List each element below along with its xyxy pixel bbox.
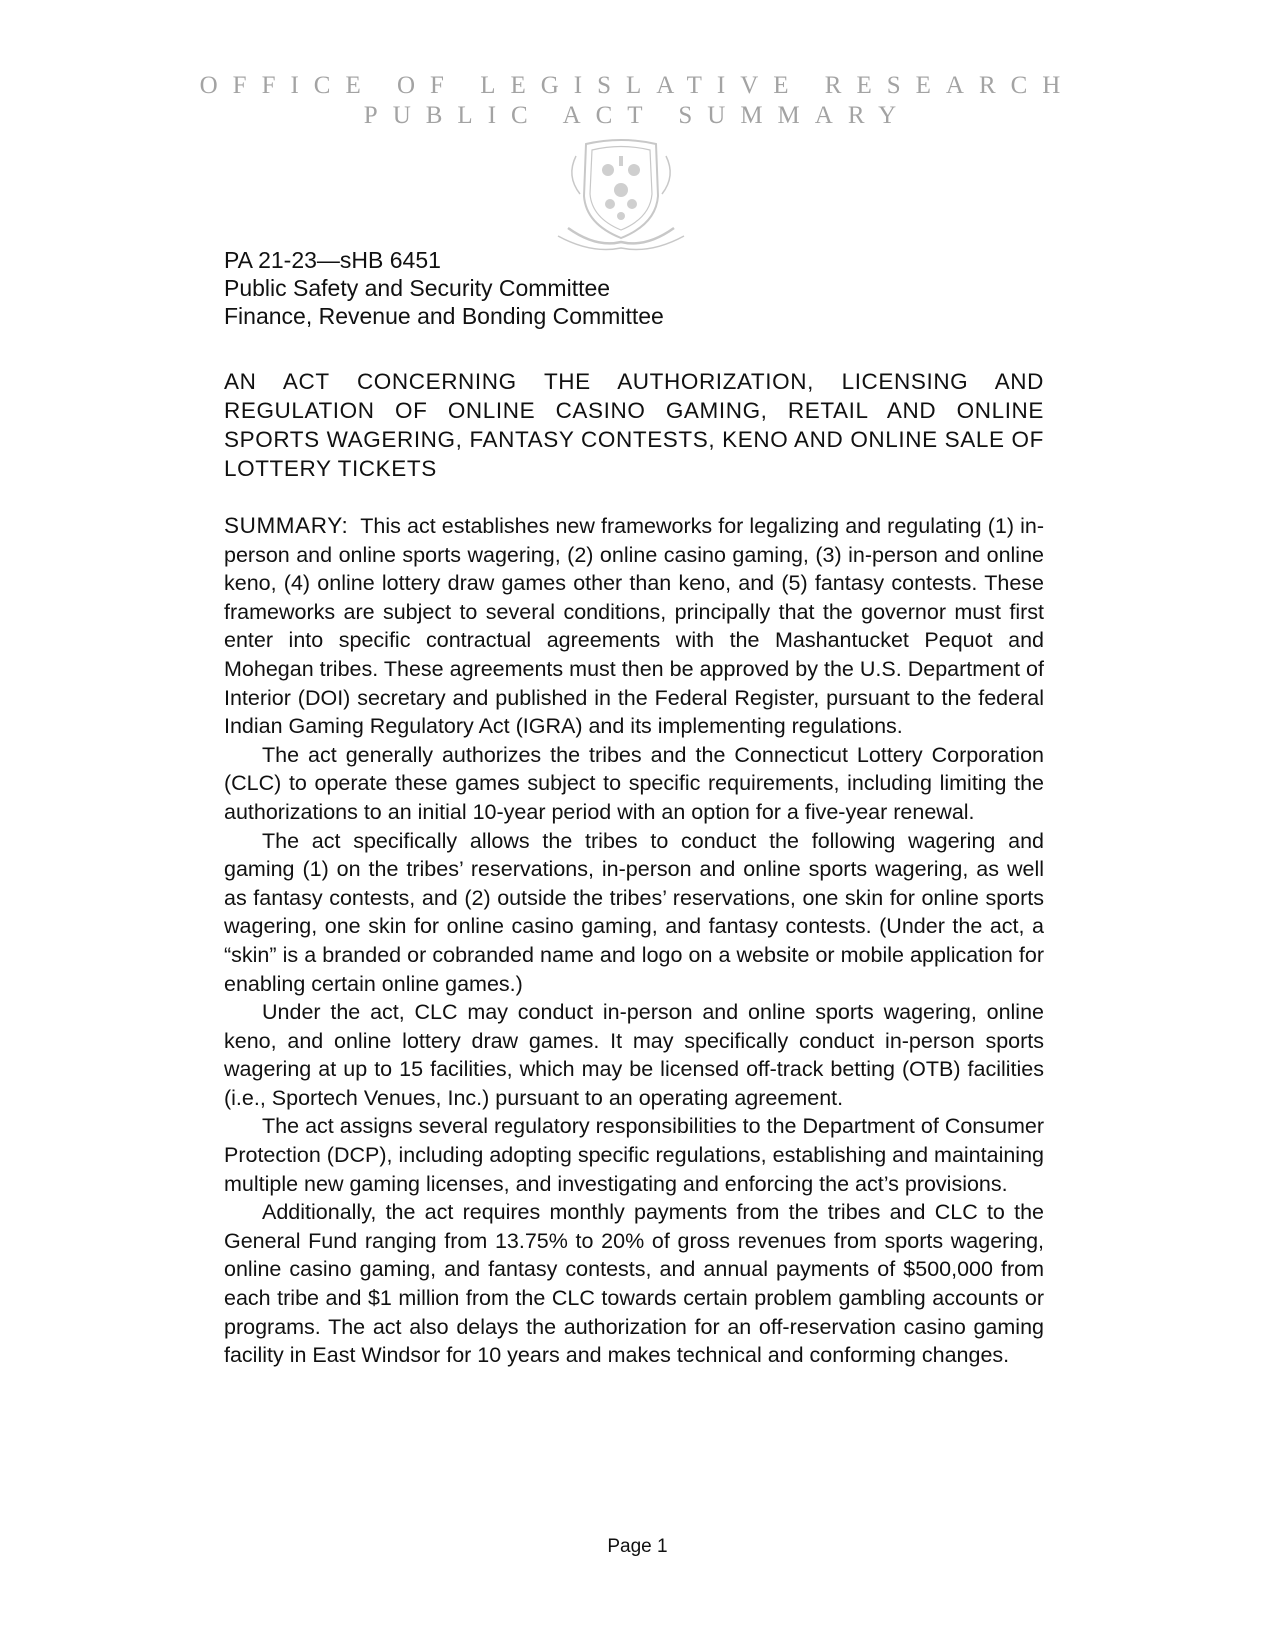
act-title: AN ACT CONCERNING THE AUTHORIZATION, LICENSING AND REGULATION OF ONLINE CASINO GAMING, RETAIL AND ONLINE SPORTS WAGERING, FANTASY CONTESTS, KENO AND ONLINE SALE OF LOTTERY TICKETS (224, 369, 1044, 481)
summary-label: SUMMARY: (224, 513, 349, 538)
committee-2: Finance, Revenue and Bonding Committee (224, 303, 664, 329)
state-seal-icon (546, 136, 696, 254)
summary-section (224, 512, 1044, 1370)
committee-1: Public Safety and Security Committee (224, 275, 611, 301)
page-number: Page 1 (607, 1536, 668, 1557)
summary-paragraph-text: This act establishes new frameworks for legalizing and regulating (1) in-person and online sports wagering, (2) online casino gaming, (3) in-person and online keno, (4) online lottery draw games other than keno, and (5) fantasy contests. These frameworks are subject to several conditions, principally that the governor must first enter into specific contractual agreements with the Mashantucket Pequot and Mohegan tribes. These agreements must then be approved by the U.S. Department of Interior (DOI) secretary and published in the Federal Register, pursuant to the federal Indian Gaming Regulatory Act (IGRA) and its implementing regulations. (224, 514, 1045, 739)
document-type-heading: PUBLIC ACT SUMMARY (363, 102, 912, 129)
summary-paragraph: The act generally authorizes the tribes and the Connecticut Lottery Corporation (CLC) to operate these games subject to specific requirements, including limiting the authorizations to an initial 10-year period with an option for a five-year renewal. (224, 742, 1044, 824)
act-meta (224, 246, 1044, 330)
office-heading: OFFICE OF LEGISLATIVE RESEARCH (199, 72, 1076, 99)
summary-paragraph: Additionally, the act requires monthly payments from the tribes and CLC to the General Fund ranging from 13.75% to 20% of gross revenues from sports wagering, online casino gaming, and fantasy contests, and annual payments of $500,000 from each tribe and $1 million from the CLC towards certain problem gambling accounts or programs. The act also delays the authorization for an off-reservation casino gaming facility in East Windsor for 10 years and makes technical and conforming changes. (224, 1200, 1044, 1368)
summary-paragraph: The act specifically allows the tribes to conduct the following wagering and gaming (1) on the tribes’ reservations, in-person and online sports wagering, as well as fantasy contests, and (2) outside the tribes’ reservations, one skin for online sports wagering, one skin for online casino gaming, and fantasy contests. (Under the act, a “skin” is a branded or cobranded name and logo on a website or mobile application for enabling certain online games.) (224, 828, 1044, 996)
summary-paragraph: The act assigns several regulatory responsibilities to the Department of Consumer Protection (DCP), including adopting specific regulations, establishing and maintaining multiple new gaming licenses, and investigating and enforcing the act’s provisions. (224, 1114, 1044, 1196)
act-number: PA 21-23—sHB 6451 (224, 247, 441, 273)
summary-paragraph (224, 512, 1044, 741)
summary-paragraph: Under the act, CLC may conduct in-person and online sports wagering, online keno, and online lottery draw games. It may specifically conduct in-person sports wagering at up to 15 facilities, which may be licensed off-track betting (OTB) facilities (i.e., Sportech Venues, Inc.) pursuant to an operating agreement. (224, 1000, 1044, 1110)
